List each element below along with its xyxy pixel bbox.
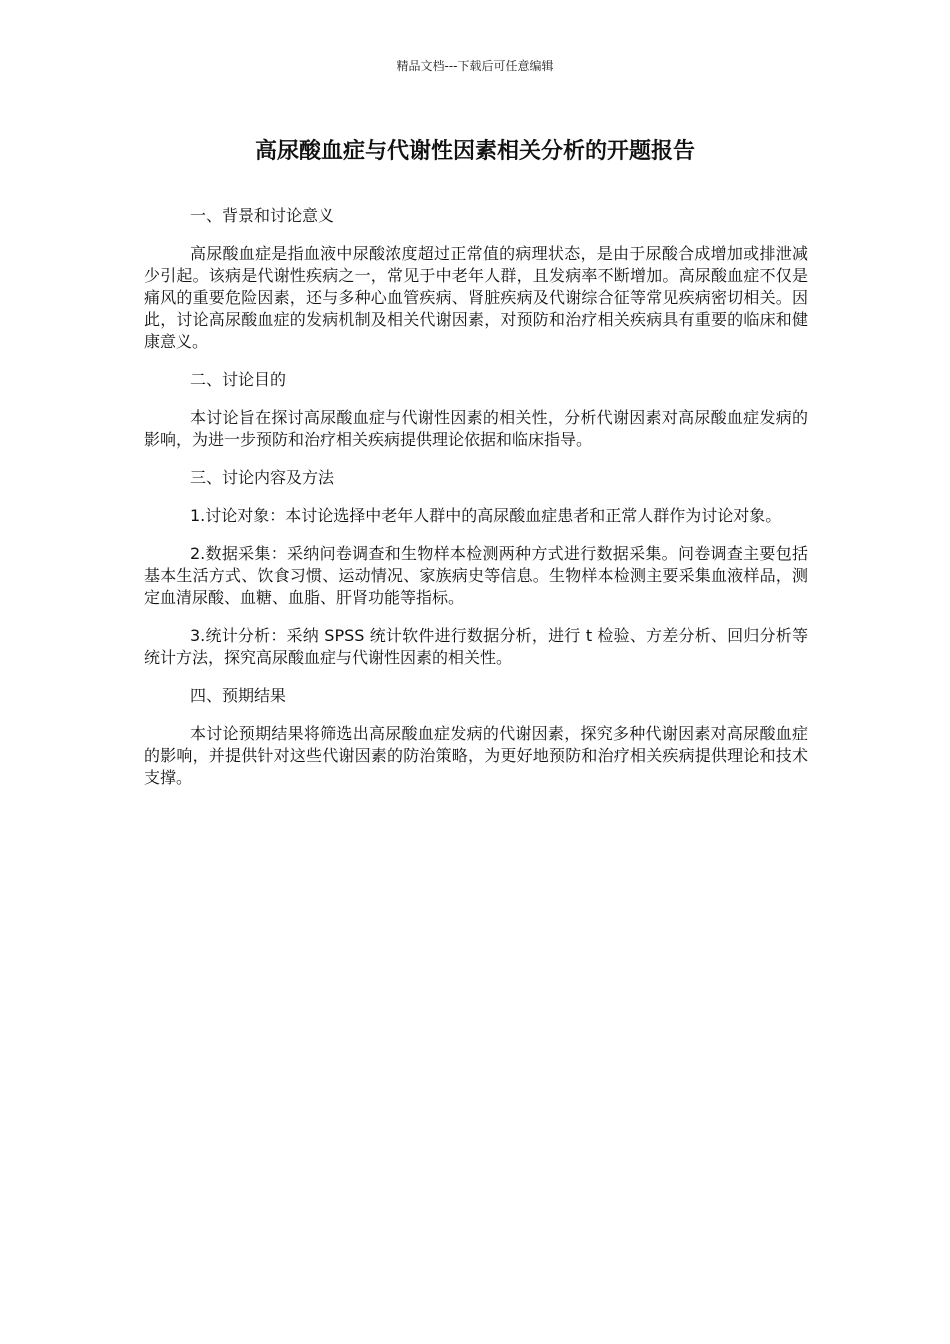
paragraph-data-collection: 2.数据采集：采纳问卷调查和生物样本检测两种方式进行数据采集。问卷调查主要包括基本生活方式、饮食习惯、运动情况、家族病史等信息。生物样本检测主要采集血液样品，测定血清尿酸、血糖、血脂、肝肾功能等指标。 <box>144 544 808 607</box>
paragraph-objective: 本讨论旨在探讨高尿酸血症与代谢性因素的相关性，分析代谢因素对高尿酸血症发病的影响，为进一步预防和治疗相关疾病提供理论依据和临床指导。 <box>144 408 808 449</box>
document-title: 高尿酸血症与代谢性因素相关分析的开题报告 <box>254 139 695 164</box>
section-heading-expected-results: 四、预期结果 <box>190 686 287 705</box>
header-note: 精品文档---下载后可任意编辑 <box>396 59 554 73</box>
section-heading-methods: 三、讨论内容及方法 <box>190 468 335 487</box>
paragraph-statistics: 3.统计分析：采纳 SPSS 统计软件进行数据分析，进行 t 检验、方差分析、回归分析等统计方法，探究高尿酸血症与代谢性因素的相关性。 <box>144 626 808 667</box>
section-heading-objective: 二、讨论目的 <box>190 370 287 389</box>
paragraph-expected-results: 本讨论预期结果将筛选出高尿酸血症发病的代谢因素，探究多种代谢因素对高尿酸血症的影响，并提供针对这些代谢因素的防治策略，为更好地预防和治疗相关疾病提供理论和技术支撑。 <box>144 724 808 787</box>
paragraph-background: 高尿酸血症是指血液中尿酸浓度超过正常值的病理状态，是由于尿酸合成增加或排泄减少引起。该病是代谢性疾病之一，常见于中老年人群，且发病率不断增加。高尿酸血症不仅是痛风的重要危险因素，还与多种心血管疾病、肾脏疾病及代谢综合征等常见疾病密切相关。因此，讨论高尿酸血症的发病机制及相关代谢因素，对预防和治疗相关疾病具有重要的临床和健康意义。 <box>144 244 808 351</box>
section-heading-background: 一、背景和讨论意义 <box>190 206 335 225</box>
document-body <box>144 205 808 805</box>
paragraph-subjects: 1.讨论对象：本讨论选择中老年人群中的高尿酸血症患者和正常人群作为讨论对象。 <box>190 506 782 525</box>
